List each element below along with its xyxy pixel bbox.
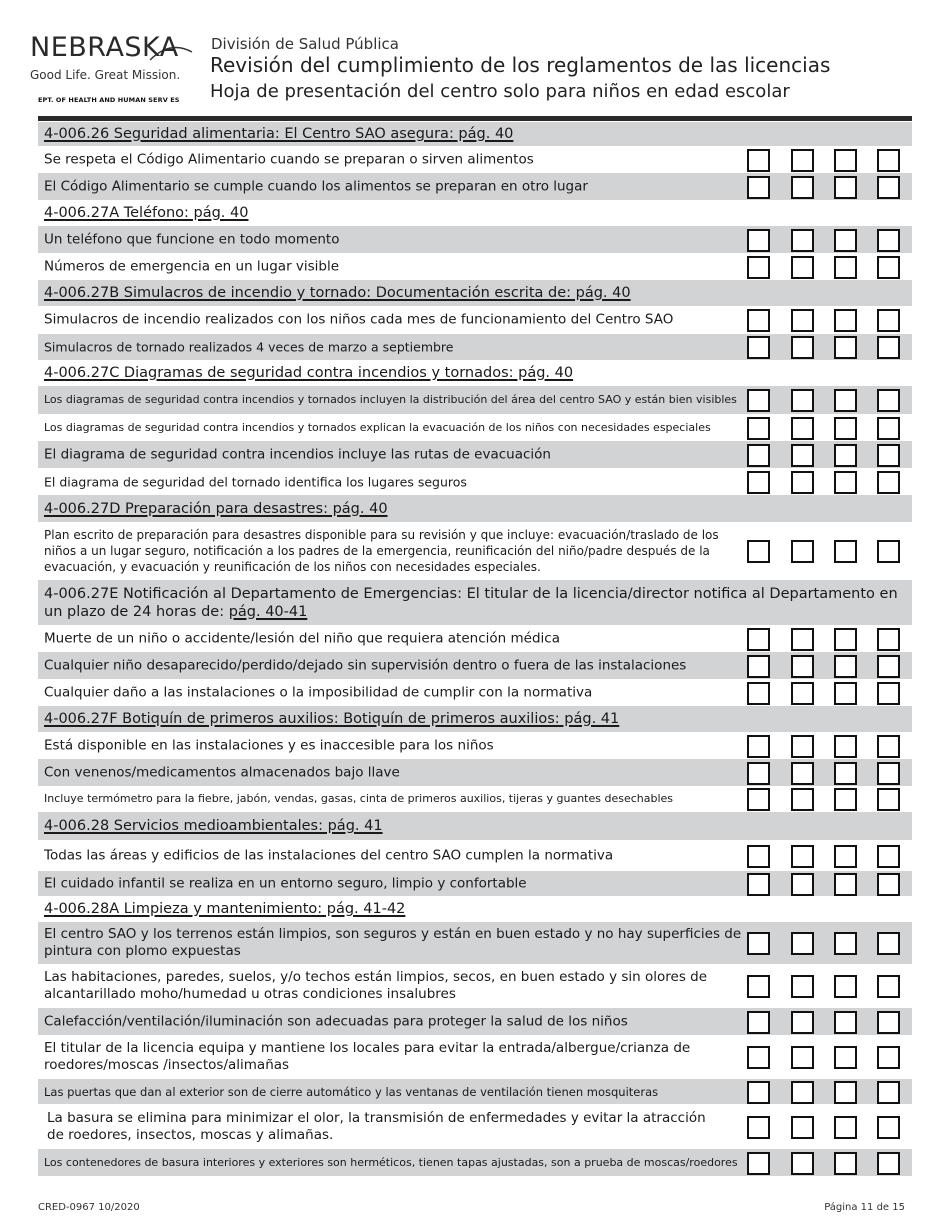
checklist-row [38, 679, 912, 706]
checkbox-group [747, 845, 905, 867]
checkbox[interactable] [834, 762, 857, 785]
checkbox[interactable] [877, 256, 900, 279]
section-title: 4-006.28A Limpieza y mantenimiento: pág. 41-42 [44, 901, 406, 917]
section-header [38, 812, 912, 840]
logo-department: EPT. OF HEALTH AND HUMAN SERV ES [38, 96, 180, 104]
checkbox[interactable] [834, 149, 857, 172]
checkbox[interactable] [877, 471, 900, 494]
checkbox[interactable] [877, 417, 900, 440]
section-header [38, 706, 912, 732]
checklist-row [38, 522, 912, 580]
checkbox[interactable] [791, 176, 814, 199]
row-label: Un teléfono que funcione en todo momento [44, 231, 340, 247]
checkbox[interactable] [791, 975, 814, 998]
checkbox[interactable] [877, 444, 900, 467]
checkbox-group [747, 471, 905, 493]
checkbox[interactable] [747, 1116, 770, 1139]
checkbox[interactable] [791, 471, 814, 494]
section-title: 4-006.27C Diagramas de seguridad contra incendios y tornados: pág. 40 [44, 365, 574, 381]
checkbox[interactable] [791, 788, 814, 811]
checkbox[interactable] [747, 628, 770, 651]
checklist-row [38, 1149, 912, 1176]
checkbox-group [747, 873, 905, 895]
checkbox[interactable] [747, 309, 770, 332]
row-label: El titular de la licencia equipa y mantiene los locales para evitar la entrada/albergue/crianza de roedores/moscas /insectos/alimañas [44, 1040, 691, 1073]
row-label: El cuidado infantil se realiza en un entorno seguro, limpio y confortable [44, 875, 527, 891]
checkbox[interactable] [747, 1081, 770, 1104]
checkbox[interactable] [834, 788, 857, 811]
checklist-row [38, 334, 912, 360]
row-label: Plan escrito de preparación para desastres disponible para su revisión y que incluye: evacuación/traslado de los niños a un lugar seguro, notificación a los padres de la emergencia, reunificación del niño/padre después de la evacuación, y evacuación y reunificación de los niños con necesidades especiales. [44, 528, 719, 574]
checkbox-group [747, 176, 905, 198]
section-header [38, 200, 912, 226]
checkbox[interactable] [834, 975, 857, 998]
checkbox[interactable] [834, 1046, 857, 1069]
checkbox[interactable] [877, 762, 900, 785]
checkbox[interactable] [877, 229, 900, 252]
checkbox[interactable] [747, 149, 770, 172]
checklist-row [38, 173, 912, 200]
checkbox[interactable] [877, 389, 900, 412]
checkbox[interactable] [834, 389, 857, 412]
checklist-row [38, 414, 912, 441]
checkbox[interactable] [747, 1011, 770, 1034]
checklist-row [38, 1104, 912, 1149]
checkbox[interactable] [747, 682, 770, 705]
section-header [38, 280, 912, 306]
checkbox[interactable] [834, 417, 857, 440]
checkbox[interactable] [747, 1046, 770, 1069]
row-label: Los contenedores de basura interiores y exteriores son herméticos, tienen tapas ajustadas, son a prueba de moscas/roedores [44, 1155, 738, 1169]
form-id: CRED-0967 10/2020 [38, 1202, 140, 1213]
checkbox[interactable] [877, 788, 900, 811]
checkbox-group [747, 149, 905, 171]
checkbox[interactable] [877, 309, 900, 332]
checkbox-group [747, 1152, 905, 1174]
row-label: Los diagramas de seguridad contra incendios y tornados explican la evacuación de los niños con necesidades especiales [44, 420, 711, 434]
checkbox[interactable] [747, 540, 770, 563]
section-title: 4-006.27D Preparación para desastres: pág. 40 [44, 500, 388, 517]
checkbox-group [747, 1011, 905, 1033]
section-header [38, 580, 912, 625]
checkbox-group [747, 932, 905, 954]
row-label: Las habitaciones, paredes, suelos, y/o techos están limpios, secos, en buen estado y sin olores de alcantarillado moho/humedad u otras condiciones insalubres [44, 969, 708, 1002]
row-label: Números de emergencia en un lugar visible [44, 258, 340, 274]
checkbox[interactable] [791, 540, 814, 563]
checkbox[interactable] [791, 932, 814, 955]
checkbox[interactable] [747, 873, 770, 896]
checkbox[interactable] [877, 735, 900, 758]
checklist-table [38, 122, 912, 1176]
checklist-row [38, 226, 912, 253]
checkbox[interactable] [877, 655, 900, 678]
checkbox[interactable] [877, 1152, 900, 1175]
checkbox[interactable] [747, 471, 770, 494]
checkbox[interactable] [791, 1011, 814, 1034]
row-label: Con venenos/medicamentos almacenados bajo llave [44, 764, 400, 780]
checkbox[interactable] [834, 655, 857, 678]
checkbox[interactable] [791, 309, 814, 332]
section-title-text: 4-006.27E Notificación al Departamento de Emergencias: El titular de la licencia/director notifica al Departamento en un plazo de 24 horas de: [44, 585, 898, 620]
section-title: 4-006.28 Servicios medioambientales: pág. 41 [44, 818, 383, 834]
checkbox[interactable] [791, 256, 814, 279]
checkbox[interactable] [834, 256, 857, 279]
page-number: Página 11 de 15 [824, 1202, 905, 1213]
checkbox[interactable] [791, 873, 814, 896]
checkbox-group [747, 735, 905, 757]
checkbox[interactable] [791, 1046, 814, 1069]
checkbox[interactable] [747, 1152, 770, 1175]
checkbox[interactable] [834, 229, 857, 252]
checkbox[interactable] [834, 176, 857, 199]
checkbox[interactable] [747, 389, 770, 412]
checkbox-group [747, 229, 905, 251]
checkbox-group [747, 1046, 905, 1068]
checklist-row [38, 306, 912, 334]
header-rule [38, 116, 912, 121]
checkbox[interactable] [877, 845, 900, 868]
checklist-row [38, 441, 912, 468]
division-name: División de Salud Pública [211, 35, 399, 53]
checkbox-group [747, 975, 905, 997]
checkbox[interactable] [877, 149, 900, 172]
checklist-row [38, 468, 912, 495]
checkbox-group [747, 309, 905, 331]
page-reference-link: pág. 40-41 [228, 603, 308, 620]
checkbox[interactable] [834, 1081, 857, 1104]
checkbox[interactable] [791, 845, 814, 868]
row-label: El Código Alimentario se cumple cuando los alimentos se preparan en otro lugar [44, 178, 588, 194]
checkbox[interactable] [791, 682, 814, 705]
checkbox-group [747, 788, 905, 810]
checkbox[interactable] [791, 1116, 814, 1139]
row-label: Se respeta el Código Alimentario cuando se preparan o sirven alimentos [44, 151, 534, 167]
checkbox-group [747, 389, 905, 411]
checkbox[interactable] [747, 444, 770, 467]
checkbox-group [747, 444, 905, 466]
section-header [38, 122, 912, 146]
row-label: Muerte de un niño o accidente/lesión del niño que requiera atención médica [44, 630, 560, 646]
row-label: Calefacción/ventilación/iluminación son adecuadas para proteger la salud de los niños [44, 1013, 628, 1029]
nebraska-logo [30, 30, 195, 112]
checkbox[interactable] [747, 845, 770, 868]
row-label: Simulacros de tornado realizados 4 veces de marzo a septiembre [44, 339, 454, 355]
row-label: Cualquier niño desaparecido/perdido/dejado sin supervisión dentro o fuera de las instalaciones [44, 657, 687, 673]
checkbox[interactable] [834, 682, 857, 705]
checklist-row [38, 1079, 912, 1104]
section-title [44, 585, 904, 621]
checkbox[interactable] [747, 229, 770, 252]
row-label: Cualquier daño a las instalaciones o la imposibilidad de cumplir con la normativa [44, 684, 593, 700]
checkbox[interactable] [877, 540, 900, 563]
checkbox[interactable] [791, 628, 814, 651]
checkbox[interactable] [791, 149, 814, 172]
row-label: El centro SAO y los terrenos están limpios, son seguros y están en buen estado y no hay superficies de pintura con plomo expuestas [44, 926, 742, 959]
checkbox-group [747, 417, 905, 439]
checklist-row [38, 964, 912, 1008]
checkbox[interactable] [834, 1152, 857, 1175]
checkbox[interactable] [877, 682, 900, 705]
checkbox[interactable] [877, 176, 900, 199]
checkbox-group [747, 336, 905, 358]
row-label: Simulacros de incendio realizados con los niños cada mes de funcionamiento del Centro SAO [44, 311, 674, 328]
checkbox[interactable] [877, 1116, 900, 1139]
checkbox[interactable] [834, 309, 857, 332]
checklist-row [38, 840, 912, 871]
checkbox[interactable] [791, 735, 814, 758]
logo-tagline: Good Life. Great Mission. [30, 68, 181, 82]
checkbox[interactable] [747, 417, 770, 440]
checkbox[interactable] [877, 628, 900, 651]
checklist-row [38, 146, 912, 173]
checkbox[interactable] [834, 932, 857, 955]
checkbox[interactable] [791, 444, 814, 467]
checkbox-group [747, 540, 905, 562]
checklist-row [38, 786, 912, 812]
checkbox-group [747, 655, 905, 677]
row-label: La basura se elimina para minimizar el olor, la transmisión de enfermedades y evitar la atracción de roedores, insectos, moscas y alimañas. [47, 1109, 706, 1143]
section-header [38, 495, 912, 522]
checkbox[interactable] [834, 540, 857, 563]
checkbox-group [747, 1116, 905, 1138]
checkbox[interactable] [791, 655, 814, 678]
checklist-row [38, 386, 912, 414]
checkbox[interactable] [834, 1011, 857, 1034]
checkbox[interactable] [791, 762, 814, 785]
page-subtitle: Hoja de presentación del centro solo para niños en edad escolar [210, 81, 790, 102]
checkbox[interactable] [747, 735, 770, 758]
checkbox[interactable] [877, 975, 900, 998]
checkbox[interactable] [877, 873, 900, 896]
section-title: 4-006.26 Seguridad alimentaria: El Centro SAO asegura: pág. 40 [44, 126, 514, 142]
checkbox-group [747, 1081, 905, 1103]
checkbox[interactable] [834, 1116, 857, 1139]
checklist-row [38, 1035, 912, 1079]
section-title: 4-006.27F Botiquín de primeros auxilios: Botiquín de primeros auxilios: pág. 41 [44, 711, 620, 727]
checkbox[interactable] [877, 1046, 900, 1069]
checklist-row [38, 625, 912, 652]
section-header [38, 896, 912, 922]
checklist-row [38, 759, 912, 786]
checkbox[interactable] [834, 845, 857, 868]
checklist-row [38, 253, 912, 280]
checkbox-group [747, 762, 905, 784]
checkbox[interactable] [791, 389, 814, 412]
checkbox[interactable] [791, 336, 814, 359]
page-title: Revisión del cumplimiento de los reglamentos de las licencias [210, 53, 831, 77]
checkbox[interactable] [834, 873, 857, 896]
checkbox[interactable] [877, 1011, 900, 1034]
row-label: El diagrama de seguridad del tornado identifica los lugares seguros [44, 474, 467, 489]
checkbox[interactable] [747, 788, 770, 811]
section-title: 4-006.27A Teléfono: pág. 40 [44, 205, 249, 221]
checklist-row [38, 732, 912, 759]
checklist-row [38, 652, 912, 679]
checkbox[interactable] [747, 932, 770, 955]
checkbox[interactable] [747, 975, 770, 998]
checklist-row [38, 871, 912, 896]
checkbox-group [747, 682, 905, 704]
checkbox[interactable] [834, 628, 857, 651]
row-label: El diagrama de seguridad contra incendios incluye las rutas de evacuación [44, 446, 551, 462]
row-label: Los diagramas de seguridad contra incendios y tornados incluyen la distribución del área del centro SAO y están bien visibles [44, 393, 737, 406]
checkbox[interactable] [747, 176, 770, 199]
row-label: Incluye termómetro para la fiebre, jabón, vendas, gasas, cinta de primeros auxilios, tijeras y guantes desechables [44, 792, 674, 805]
checklist-row [38, 1008, 912, 1035]
row-label: Está disponible en las instalaciones y es inaccesible para los niños [44, 737, 494, 753]
checkbox[interactable] [834, 471, 857, 494]
checkbox[interactable] [791, 1081, 814, 1104]
row-label: Las puertas que dan al exterior son de cierre automático y las ventanas de ventilación tienen mosquiteras [44, 1084, 659, 1099]
checkbox-group [747, 628, 905, 650]
checkbox[interactable] [834, 444, 857, 467]
checkbox[interactable] [747, 336, 770, 359]
checkbox[interactable] [791, 229, 814, 252]
row-label: Todas las áreas y edificios de las instalaciones del centro SAO cumplen la normativa [44, 847, 614, 863]
logo-wordmark: NEBRASKA [30, 32, 179, 63]
checkbox[interactable] [747, 762, 770, 785]
checkbox[interactable] [877, 1081, 900, 1104]
checkbox-group [747, 256, 905, 278]
section-title: 4-006.27B Simulacros de incendio y tornado: Documentación escrita de: pág. 40 [44, 285, 631, 301]
checkbox[interactable] [877, 932, 900, 955]
checkbox[interactable] [877, 336, 900, 359]
checkbox[interactable] [834, 336, 857, 359]
checkbox[interactable] [791, 1152, 814, 1175]
checkbox[interactable] [791, 417, 814, 440]
checkbox[interactable] [834, 735, 857, 758]
checklist-row [38, 922, 912, 964]
checkbox[interactable] [747, 655, 770, 678]
checkbox[interactable] [747, 256, 770, 279]
section-header [38, 360, 912, 386]
